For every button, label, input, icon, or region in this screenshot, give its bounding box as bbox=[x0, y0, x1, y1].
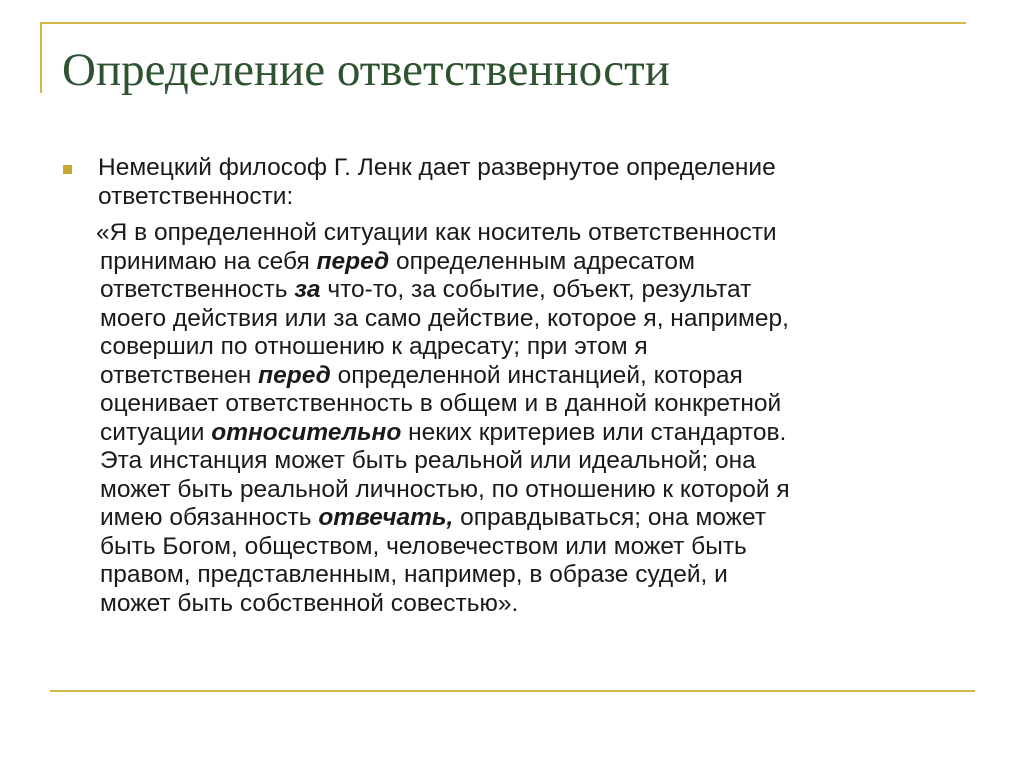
quote-text: определенной инстанцией, которая bbox=[330, 361, 743, 389]
slide-title: Определение ответственности bbox=[62, 44, 670, 96]
quote-line: «Я в определенной ситуации как носитель ответственности bbox=[96, 219, 777, 246]
quote-line bbox=[96, 362, 971, 391]
quote-line bbox=[96, 504, 971, 533]
emphasis-text: перед bbox=[316, 247, 390, 275]
quote-line: может быть реальной личностью, по отношению к которой я bbox=[100, 475, 790, 503]
quote-line: может быть собственной совестью». bbox=[100, 589, 519, 617]
emphasis-text: отвечать, bbox=[318, 504, 454, 531]
intro-line: Немецкий философ Г. Ленк дает развернутое определение bbox=[98, 154, 776, 181]
quote-text: ответственен bbox=[100, 361, 259, 389]
frame-bottom-rule bbox=[50, 690, 975, 692]
quote-line: оценивает ответственность в общем и в данной конкретной bbox=[100, 390, 782, 417]
frame-left-rule bbox=[40, 22, 42, 93]
quote-text: ответственность bbox=[100, 276, 295, 303]
quote-line bbox=[96, 248, 971, 277]
quote-line: правом, представленным, например, в образе судей, и bbox=[100, 561, 728, 588]
intro-line: ответственности: bbox=[98, 182, 294, 210]
quote-paragraph bbox=[96, 219, 971, 618]
quote-text: имею обязанность bbox=[100, 504, 319, 531]
quote-text: определенным адресатом bbox=[389, 247, 695, 275]
quote-text: принимаю на себя bbox=[100, 247, 317, 275]
emphasis-text: относительно bbox=[211, 418, 402, 446]
quote-line bbox=[96, 419, 971, 448]
quote-line: быть Богом, обществом, человечеством или может быть bbox=[100, 532, 747, 560]
quote-text: оправдываться; она может bbox=[453, 504, 767, 531]
frame-top-rule bbox=[40, 22, 966, 24]
quote-line: Эта инстанция может быть реальной или идеальной; она bbox=[100, 447, 756, 474]
bullet-square-icon bbox=[63, 165, 72, 174]
quote-text: ситуации bbox=[100, 418, 212, 446]
quote-line: совершил по отношению к адресату; при этом я bbox=[100, 333, 648, 360]
emphasis-text: перед bbox=[258, 361, 331, 389]
intro-paragraph bbox=[98, 154, 958, 211]
quote-text: неких критериев или стандартов. bbox=[401, 418, 787, 446]
quote-text: что-то, за событие, объект, результат bbox=[320, 276, 752, 303]
quote-line bbox=[96, 276, 971, 305]
emphasis-text: за bbox=[294, 276, 321, 303]
quote-line: моего действия или за само действие, которое я, например, bbox=[100, 304, 789, 332]
